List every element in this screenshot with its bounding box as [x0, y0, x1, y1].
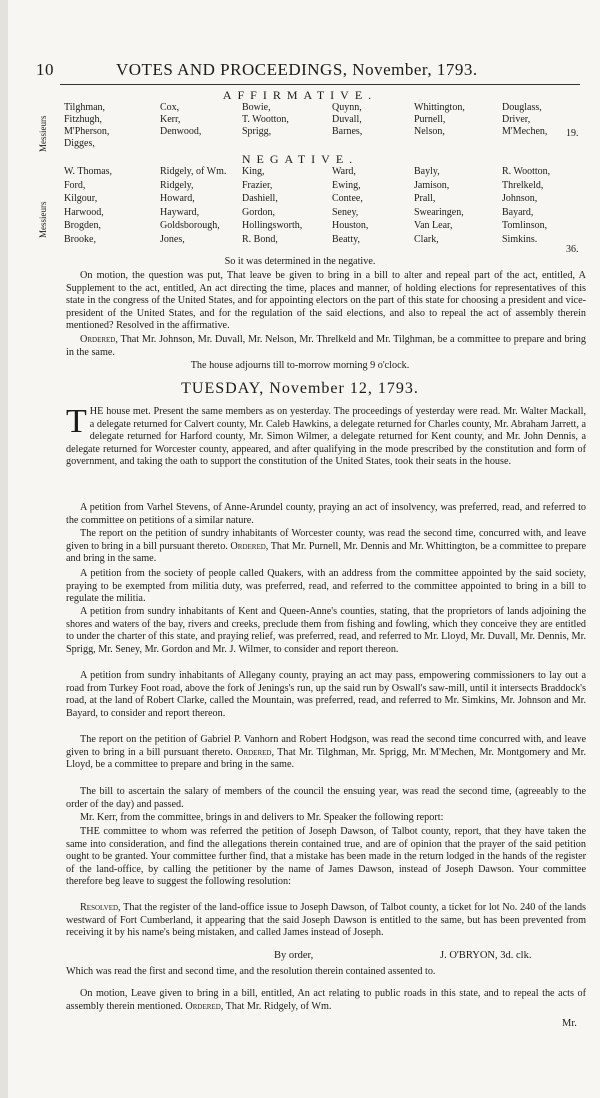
negative-member-name: Ford, [64, 179, 86, 191]
affirmative-member-name: Sprigg, [242, 126, 272, 137]
affirmative-member-name: T. Wootton, [242, 114, 289, 125]
signature-by-order: By order, [274, 950, 314, 961]
negative-member-name: King, [242, 166, 265, 177]
negative-member-name: Contee, [332, 193, 363, 204]
affirmative-member-name: Bowie, [242, 102, 271, 113]
resolution-text: That the register of the land-office issue to Joseph Dawson, of Talbot county, a ticket for lot No. 240 of the lands westward of Fort Cumberland, it appearing that the said Joseph Dawson is entitled to the same, but has been prevented from receiving it by his name's being mistaken, and called James instead of Joseph. [66, 902, 586, 939]
negative-member-name: Ridgely, [160, 179, 194, 191]
public-roads-text: On motion, Leave given to bring in a bill, entitled, An act relating to public roads in this state, and to repeal the acts of assembly therein mentioned. [66, 988, 586, 1012]
vanhorn-ordered-text: That Mr. Tilghman, Mr. Sprigg, Mr. M'Mechen, Mr. Montgomery and Mr. Lloyd, be a committee to prepare and bring in the same. [66, 746, 586, 771]
paragraph-insolvency: A petition from Varhel Stevens, of Anne-Arundel county, praying an act of insolvency, was preferred, read, and referred to the committee on petitions of a similar nature. [66, 502, 586, 526]
affirmative-member-name: Fitzhugh, [64, 114, 103, 125]
paragraph-allegany-road: A petition from sundry inhabitants of Allegany county, praying an act may pass, empowering commissioners to lay out a road from Turkey Foot road, above the fork of Jenings's run, up the said run by Oswall's saw-mill, until it intersects Braddock's road, at the land of Robert Clarke, called the Mountain, was preferred, read, and referred to Mr. Simkins, Mr. Johnson and Mr. Bayard, to consider and report thereon. [66, 670, 586, 719]
affirmative-member-name: Cox, [160, 102, 180, 113]
paragraph-kerr-report: Mr. Kerr, from the committee, brings in and delivers to Mr. Speaker the following report: [80, 812, 444, 823]
public-roads-ordered-text: That Mr. Ridgely, of Wm. [223, 1000, 332, 1012]
negative-member-name: Frazier, [242, 179, 273, 191]
negative-member-name: Jamison, [414, 179, 450, 191]
negative-member-name: Beatty, [332, 233, 360, 245]
affirmative-messrs-label: Messieurs [38, 115, 48, 152]
ordered-lead: Ordered, [80, 334, 118, 345]
affirmative-member-name: M'Pherson, [64, 126, 110, 137]
vanhorn-text: The report on the petition of Gabriel P. Vanhorn and Robert Hodgson, was read the second time concurred with, and leave given to bring in a bill pursuant thereto. [66, 734, 586, 758]
paragraph-worcester-report [66, 528, 586, 566]
negative-heading: NEGATIVE. [241, 152, 359, 166]
catchword: Mr. [562, 1018, 577, 1029]
paragraph-ordered-committee [66, 334, 586, 359]
negative-member-name: Bayly, [414, 166, 440, 177]
negative-messrs-label: Messieurs [38, 201, 48, 238]
day-heading: TUESDAY, November 12, 1793. [181, 380, 419, 397]
negative-member-name: Brogden, [64, 220, 101, 231]
affirmative-heading: AFFIRMATIVE. [222, 88, 378, 102]
negative-member-name: Harwood, [64, 206, 104, 218]
paragraph-assented: Which was read the first and second time, and the resolution therein contained assented to. [66, 966, 436, 977]
negative-member-name: Kilgour, [64, 193, 98, 204]
adjournment-line: The house adjourns till to-morrow morning 9 o'clock. [190, 360, 410, 371]
drop-cap: T [66, 403, 87, 440]
paragraph-motion: On motion, the question was put, That leave be given to bring in a bill to alter and repeal part of the act, entitled, A Supplement to the act, entitled, An act directing the time, places and manner, of holding elections for representatives of this state in the congress of the United States, and for appointing electors on the part of this state for choosing a president and vice-president of the United States, and for the regulation of the said elections, and also to repeal the act of assembly therein mentioned? Resolved in the affirmative. [66, 270, 586, 332]
negative-member-name: Hollingsworth, [242, 220, 303, 231]
affirmative-member-name: Digges, [64, 138, 95, 149]
paragraph-council-salary: The bill to ascertain the salary of members of the council the ensuing year, was read the second time, (agreeably to the order of the day) and passed. [66, 786, 586, 810]
paragraph-public-roads [66, 988, 586, 1013]
paragraph-resolution [66, 902, 586, 940]
affirmative-member-name: Purnell, [414, 114, 446, 125]
negative-member-name: Tomlinson, [502, 220, 548, 231]
header-rule [60, 84, 580, 85]
negative-member-name: Threlkeld, [502, 179, 544, 191]
affirmative-member-name: Driver, [502, 114, 531, 125]
negative-member-name: Hayward, [160, 206, 200, 218]
negative-member-name: Houston, [332, 220, 369, 231]
paragraph-quakers: A petition from the society of people called Quakers, with an address from the committee appointed by the said society, praying to be exempted from militia duty, was preferred, read, and referred to the committee appointed to bring in a bill to regulate the militia. [66, 568, 586, 605]
negative-member-name: Dashiell, [242, 193, 278, 204]
negative-member-name: Goldsborough, [160, 220, 220, 231]
negative-member-name: Brooke, [64, 233, 96, 245]
ordered-lead: Ordered, [236, 746, 274, 758]
affirmative-member-name: Duvall, [332, 114, 362, 125]
negative-member-name: Simkins. [502, 233, 538, 245]
affirmative-member-name: Douglass, [502, 102, 542, 113]
negative-member-name: Ridgely, of Wm. [160, 166, 227, 177]
worcester-ordered-text: That Mr. Purnell, Mr. Dennis and Mr. Whittington, be a committee to prepare and bring in the same. [66, 540, 587, 565]
paragraph-vanhorn-report [66, 734, 586, 772]
negative-member-name: Bayard, [502, 206, 534, 218]
negative-member-name: Gordon, [242, 206, 276, 218]
affirmative-member-name: Tilghman, [64, 102, 106, 113]
worcester-text: The report on the petition of sundry inhabitants of Worcester county, was read the second time, concurred with, and leave given to bring in a bill pursuant thereto. [66, 528, 586, 552]
determination-line: So it was determined in the negative. [224, 256, 376, 267]
negative-member-name: Van Lear, [414, 220, 453, 231]
paragraph-fishing-fowling: A petition from sundry inhabitants of Kent and Queen-Anne's counties, stating, that the proprietors of lands adjoining the shores and waters of the bay, rivers and creeks, preclude them from fishing and fowling, which they conceive they are entitled to under the charter of this state, and praying relief, was preferred, read, and referred to Mr. Lloyd, Mr. Duvall, Mr. Dennis, Mr. Sprigg, Mr. Seney, Mr. Gordon and Mr. J. Wilmer, to consider and report thereon. [66, 606, 586, 655]
paragraph-house-met [66, 403, 586, 469]
affirmative-member-name: Kerr, [160, 114, 181, 125]
negative-member-name: R. Wootton, [502, 166, 551, 177]
negative-member-name: R. Bond, [242, 233, 278, 245]
ordered-lead: Ordered, [185, 1000, 224, 1012]
negative-member-name: Jones, [160, 233, 185, 245]
affirmative-member-name: Quynn, [332, 102, 362, 113]
house-met-text: HE house met. Present the same members as on yesterday. The proceedings of yesterday were read. Mr. Walter Mackall, a delegate returned for Calvert county, Mr. Caleb Hawkins, a delegate returned for Charles county, Mr. Abraham Jarrett, a delegate returned for Harford county, Mr. Simon Wilmer, a delegate returned for Kent county, and Mr. John Dennis, a delegate returned for Worcester county, appeared, and after qualifying in the mode prescribed by the constitution and form of government, and taking the oath to support the constitution of the United States, took their seats in the house. [66, 406, 586, 468]
ordered-text: That Mr. Johnson, Mr. Duvall, Mr. Nelson, Mr. Threlkeld and Mr. Tilghman, be a committee to prepare and bring in the same. [66, 334, 586, 358]
affirmative-member-name: M'Mechen, [502, 126, 548, 137]
resolved-lead: Resolved, [80, 902, 121, 913]
negative-member-name: Johnson, [502, 193, 538, 204]
paragraph-committee-report: THE committee to whom was referred the petition of Joseph Dawson, of Talbot county, report, that they have taken the same into consideration, and find the allegations therein contained true, and are of opinion that the prayer of the said petition ought to be granted. Your committee further find, that a mistake has been made in the return lodged in the hands of the register of the land-office, by calling the petitioner by the name of James Dawson, instead of Joseph Dawson. Your committee therefore beg leave to suggest the following resolution: [66, 826, 586, 888]
affirmative-count: 19. [566, 128, 579, 139]
signature-clerk: J. O'BRYON, 3d. clk. [440, 950, 532, 961]
page-number: 10 [36, 60, 54, 79]
negative-count: 36. [566, 244, 579, 255]
negative-member-name: Prall, [414, 193, 436, 204]
negative-member-name: Swearingen, [414, 206, 464, 218]
negative-member-name: Clark, [414, 233, 439, 245]
negative-member-name: Ward, [332, 166, 356, 177]
affirmative-member-name: Nelson, [414, 126, 445, 137]
affirmative-member-name: Whittington, [414, 102, 465, 113]
ordered-lead: Ordered, [230, 540, 269, 552]
running-title: VOTES AND PROCEEDINGS, November, 1793. [116, 60, 478, 79]
negative-member-name: Howard, [160, 193, 195, 204]
negative-member-name: Seney, [332, 206, 359, 218]
affirmative-member-name: Barnes, [332, 126, 363, 137]
negative-member-name: Ewing, [332, 179, 361, 191]
negative-member-name: W. Thomas, [64, 166, 113, 177]
affirmative-member-name: Denwood, [160, 126, 202, 137]
